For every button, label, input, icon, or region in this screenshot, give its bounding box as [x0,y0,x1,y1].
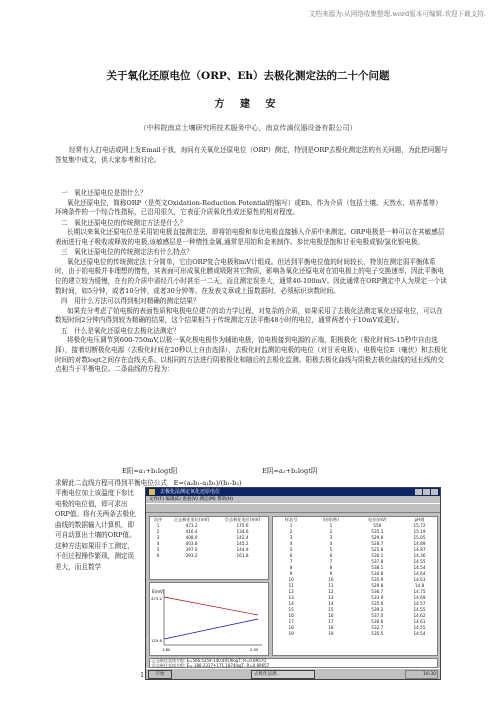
table-cell: 10 [288,577,294,582]
table-cell: 528.7 [371,541,384,546]
table-cell: 13 [328,595,334,600]
table-cell: 550 [373,523,382,528]
table-cell: 175.6 [236,523,249,528]
cathode-equation: 负去极化直线方程: E=-188.2317+171.1874logT, R=0.89657 [152,662,270,668]
table-cell: 14.89 [413,541,426,546]
start-button[interactable]: 开始 [148,670,172,679]
document-title: 关于氧化还原电位（ORP、Eh）去极化测定法的二十个问题 [106,70,390,82]
table-cell: 2 [156,529,160,534]
table-cell: 14.57 [413,601,426,606]
taskbar [146,668,440,679]
page-number: 1 [140,671,145,679]
menu-bar[interactable]: 文件(F) 编辑(E) 查看(V) 测定(M) 帮助(H) [149,497,234,502]
table-cell: 15.19 [413,529,426,534]
side-paragraph: 平衡电位加上该温度下参比电极的电位值，即可求出ORP值。将有关两条去极化曲线的数据输入计算机，即可自动算出土壤的ORP值。这种方法如果用手工测定，不但过程操作繁琐，测定误差大，而且数学 [55,489,136,571]
table-cell: 537.0 [371,613,384,618]
table-cell: 14.64 [413,571,426,576]
table-cell: 14 [328,601,334,606]
table-cell: 529.8 [371,583,384,588]
table-cell: 473.2 [185,523,198,528]
intro-paragraph: 经常有人打电话或网上发Email于我，询问有关氧化还原电位（ORP）测定，特别是ORP去极化测定法的有关问题，为此把问题与答复集中成文，供大家参考和讨论。 [55,146,448,164]
data-table-pane [272,516,438,656]
table-cell: 3 [289,535,293,540]
table-cell: 529.8 [371,535,384,540]
table-cell: 144.9 [236,547,249,552]
table-cell: 534.8 [371,571,384,576]
author: 方 建 安 [214,99,282,110]
table-cell: 14.8 [414,583,425,588]
table-cell: 18 [288,625,294,630]
table-cell: 19 [328,631,334,636]
anode-line [164,597,258,615]
table-cell: 12 [328,589,334,594]
qa-sections [55,188,448,375]
anode-equation: 正去极化直线方程: E=566.5259-140.4919logT, R=0.89570 [152,658,266,663]
table-cell: 530.6 [371,619,384,624]
x-left-tick: 1.60 [162,647,171,652]
table-cell: 15 [328,607,334,612]
close-button[interactable] [431,489,438,495]
table-cell: 535.6 [371,601,384,606]
answer-4: 如果充分考虑了铂电极的表面性质和电极电位建立的动力学过程，对复杂的介质，如果采用了去极化法测定氧化还原电位，可以在数短时间2分钟内得到较为精确的结果，这个结果相当于传统测定方法平衡48小时的电位，通常两者小于10mV或更好。 [55,306,443,325]
answer-1: 氧化还原电位，简称ORP（是英文Oxidation-Reduction Potential的缩写）或Eh，作为介质（包括土壤、天然水、培养基等）环境条件的一个综合性指标，已沿用很久，它表征介质氧化性或还原性的相对程度。 [55,198,442,217]
table-cell: 14.55 [413,625,426,630]
table-cell: 416.4 [185,529,198,534]
table-cell: 14.54 [413,565,426,570]
table-cell: 10 [328,577,334,582]
answer-3: 氧化还原电位的传统测定法十分简单，它由ORP复合电极和mV计组成。但达到平衡电位值的时间较长，特别在测定弱平衡体系时，由于铂电极并非理想的惰性，其表面可形成氧化膜或吸附其它物质，影响各氧化还原电对在铂电极上的电子交换速率，因此平衡电位的建立较为缓慢，在有的介质中需经几小时甚至一二天，而且测定误差大，通常40-100mV。因此通常在ORP测定中人为规定一个读数时间，如5分钟，或者10分钟，或者30分钟等。在发表文章或上报数据时，必须标识读数时间。 [55,257,447,295]
result-status [149,658,438,668]
table-cell: 4 [329,541,333,546]
table-cell: 1 [289,523,293,528]
depolarization-table-pane [149,516,269,580]
y-bottom-tick: 125.6 [151,638,162,643]
table-cell: 6 [289,553,293,558]
depolarization-chart [150,583,268,655]
table-cell: 134.6 [236,529,249,534]
table-cell: 535.3 [371,529,384,534]
table-cell: 5 [156,547,160,552]
table-cell: 15.05 [413,535,426,540]
y-axis-label: E(mV) [152,589,165,594]
y-top-tick: 473.2 [151,596,162,601]
table-cell: 536.7 [371,589,384,594]
header-watermark: 文档来源为:从网络收集整理.word版本可编辑.欢迎下载支持. [308,10,486,18]
table-cell: 4 [289,541,293,546]
table-cell: 7 [329,559,333,564]
table-cell: 14.63 [413,577,426,582]
app-icon [149,489,155,495]
table-cell: 14.61 [413,619,426,624]
table-cell: 403.8 [185,541,198,546]
window-controls [415,489,438,495]
question-4: 四 用什么方法可以得到相对精确的测定结果？ [61,297,200,306]
minimize-button[interactable] [415,489,422,495]
table-cell: 14.87 [413,547,426,552]
table-cell: 14.69 [413,595,426,600]
depolarization-row[interactable] [150,553,268,559]
taskbar-app-button[interactable]: 去极化法测... [251,670,315,679]
table-cell: 8 [329,565,333,570]
table-cell: 15 [288,607,294,612]
table-cell: 532.7 [371,625,384,630]
table-cell: 9 [329,571,333,576]
table-cell: 537.8 [371,559,384,564]
table-cell: 5 [329,547,333,552]
col-header: 电位(mV) [368,517,387,522]
table-cell: 17 [328,619,334,624]
table-cell: 145.2 [236,541,249,546]
window-titlebar [146,488,440,496]
table-cell: 14 [288,601,294,606]
table-cell: 14.36 [413,553,426,558]
depolarization-chart-pane [149,582,269,656]
table-cell: 539.2 [371,607,384,612]
table-cell: 12 [288,589,294,594]
x-right-tick: 2.55 [250,647,259,652]
col-header: pH值 [414,517,425,522]
table-cell: 16 [328,613,334,618]
table-cell: 14.55 [413,559,426,564]
data-row[interactable] [273,631,437,637]
table-cell: 142.4 [236,535,249,540]
software-screenshot [145,487,441,680]
table-cell: 18 [328,625,334,630]
time-potential-table [273,517,437,637]
answer-2: 长期以来氧化还原电位是采用铂电极直接测定法，即将铂电极和参比电极直接插入介质中来测定。ORP电极是一种可以在其敏感层表面进行电子吸收或释放的电极,该敏感层是一种惰性金属,通常是用铂和金来制作。参比电极是饱和甘汞电极或银/氯化银电极。 [55,228,445,246]
anode-formula: E阳=a₁+b₁logt阳 [122,467,178,475]
answer-5: 将极化电压调节到600-750mV,以极一氧化极电极作为辅助电极，铂电极接到电源的正端，阳极极化（极化时间5-15秒中自由选择），接着切断极化电源（去极化时间在20秒以上自由选择），去极化时监测铂电极的电位（对甘汞电极）。电极电位E（毫伏）和去极化时间的对数logt之间存在直线关系。以相同的方法进行阴极极化和随后的去极化监测。阳极去极化曲线与阴极去极化曲线的延长线的交点相当于平衡电位。二条曲线的方程为： [55,336,448,374]
table-cell: 2 [289,529,293,534]
col-header: 次序 [153,517,163,522]
cathode-line [164,619,258,639]
col-header: 时间(秒) [323,517,339,522]
table-cell: 14.54 [413,631,426,636]
table-cell: 3 [156,535,160,540]
table-cell: 13 [288,595,294,600]
table-cell: 4 [156,541,160,546]
table-cell: 530.1 [371,553,384,558]
table-cell: 5 [289,547,293,552]
question-3: 三 氧化还原电位的传统测定法有什么特点？ [61,248,193,257]
equilibrium-formula-text: 求解此二直线方程可得到平衡电位公式 E=(a₂b₁-a₁b₂)/(b₁-b₂) [55,479,242,487]
cathode-formula: E阴=a₂+b₂logt阴 [262,467,318,475]
table-cell: 11 [288,583,294,588]
col-header: 正去极化电位(mV) [173,517,210,522]
maximize-button[interactable] [423,489,430,495]
depolarization-table [150,517,268,559]
table-cell: 9 [289,571,293,576]
table-cell: 6 [329,553,333,558]
table-cell: 1 [329,523,333,528]
table-cell: 8 [289,565,293,570]
table-cell: 535.9 [371,577,384,582]
question-2: 二 氧化还原电位的传统测定方法是什么？ [61,218,187,227]
table-cell: 1 [156,523,160,528]
table-cell: 16 [288,613,294,618]
toolbar [146,503,440,513]
table-cell: 535.5 [371,631,384,636]
table-cell: 19 [288,631,294,636]
table-cell: 525.8 [371,547,384,552]
table-cell: 397.0 [185,547,198,552]
question-1: 一 氧化还原电位是指什么？ [61,189,147,197]
col-header: 负去极化电位(mV) [224,517,261,522]
table-cell: 2 [329,529,333,534]
table-cell: 7 [289,559,293,564]
col-header: 样品号 [284,517,298,522]
question-5: 五 什么是氧化还原电位去极化法测定？ [61,326,180,335]
table-cell: 161.8 [236,553,249,558]
table-cell: 17 [288,619,294,624]
table-cell: 11 [328,583,334,588]
table-cell: 533.9 [371,595,384,600]
affiliation: （中科院南京土壤研究所技术服务中心，南京传滴仪器设备有限公司） [139,124,357,132]
system-clock: 16:30 [405,670,438,679]
table-cell: 3 [329,535,333,540]
table-cell: 14.55 [413,607,426,612]
window-title: 去极化法测定氧化还原电位 [160,489,221,495]
table-cell: 15.72 [413,523,426,528]
table-cell: 14.75 [413,589,426,594]
table-cell: 14.62 [413,613,426,618]
table-cell: 408.0 [185,535,198,540]
table-cell: 6 [156,553,160,558]
table-cell: 393.2 [185,553,198,558]
table-cell: 538.1 [371,565,384,570]
